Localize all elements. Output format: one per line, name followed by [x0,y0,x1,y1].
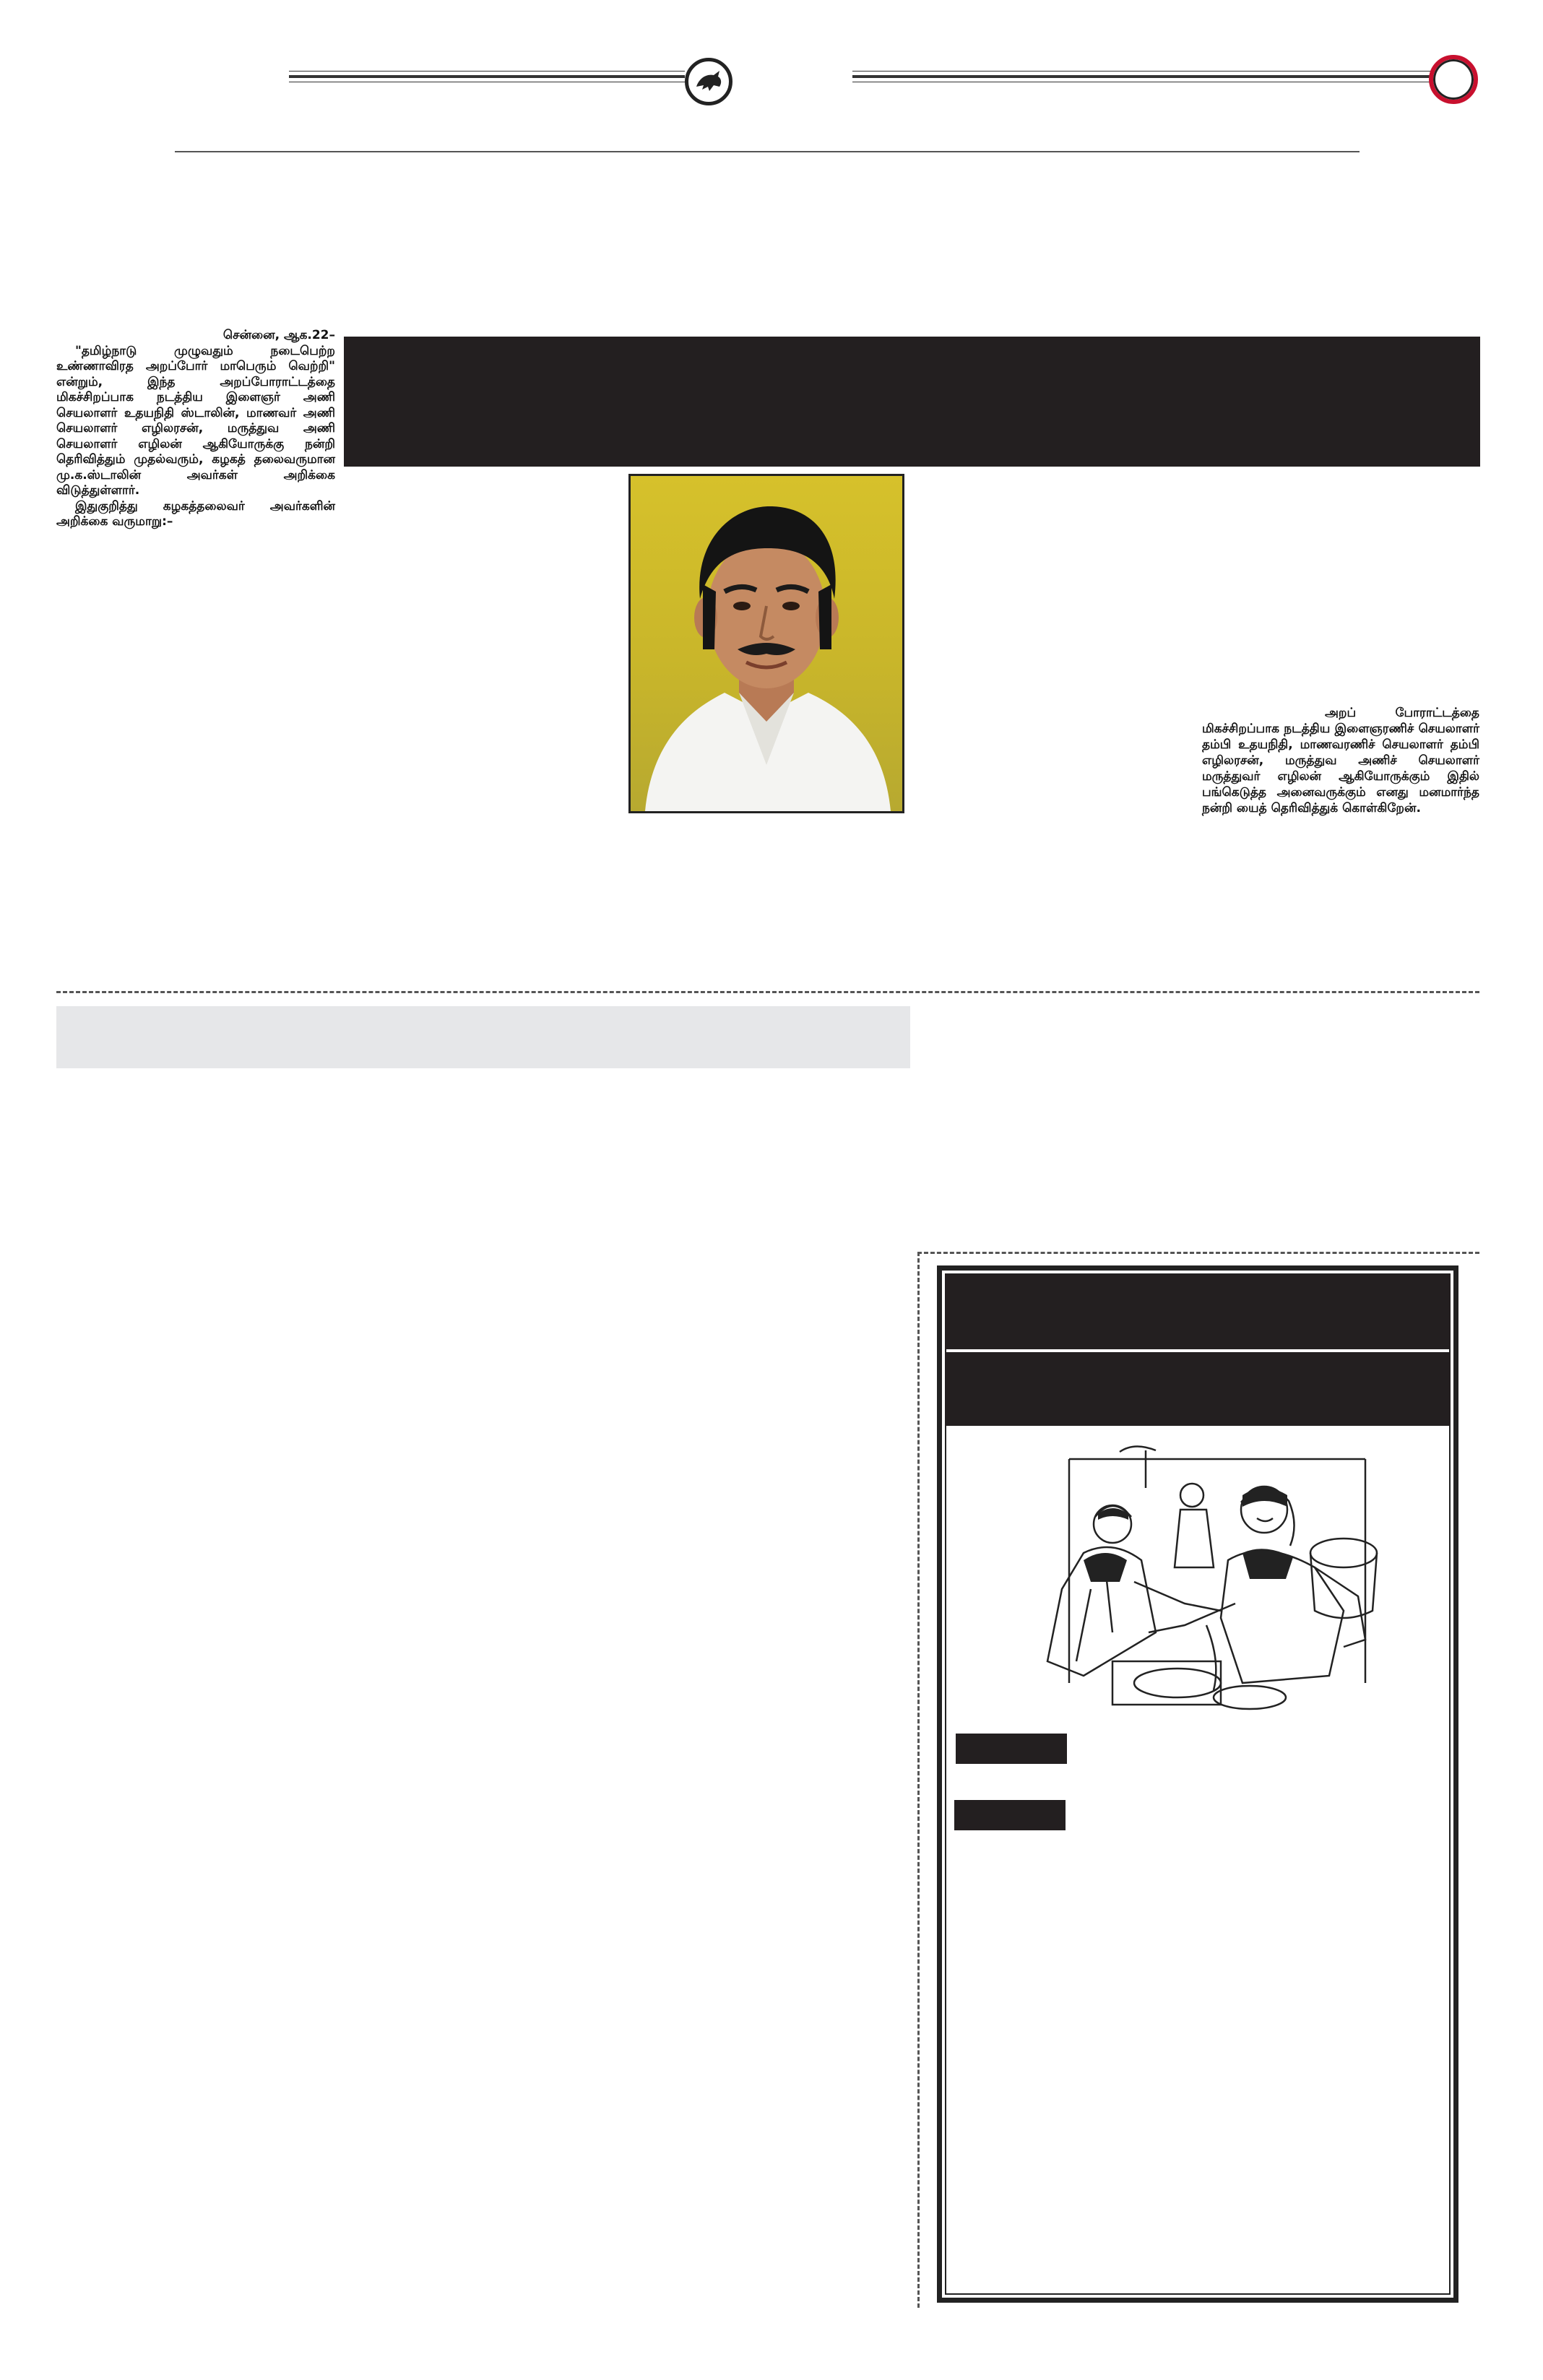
intro-column [56,328,335,530]
box-top-divider [917,1252,1479,1254]
feature-tag-2 [954,1800,1066,1830]
thanks-paragraph: அறப் போராட்டத்தை மிகச்சிறப்பாக நடத்திய இளைஞரணிச் செயலாளர் தம்பி உதயநிதி, மாணவரணிச் செயலாளர் தம்பி எழிலரசன், மருத்துவ அணிச் செயலாளர் மருத்துவர் எழிலன் ஆகியோருக்கும் இதில் பங்கெடுத்த அனைவருக்கும் எனது மனமார்ந்த நன்றி யைத் தெரிவித்துக் கொள்கிறேன். [1202,706,1479,815]
headline-bar [344,337,1480,467]
box-left-divider [917,1252,920,2308]
intro-paragraph: "தமிழ்நாடு முழுவதும் நடைபெற்ற உண்ணாவிரத அறப்போர் மாபெரும் வெற்றி" என்றும், இந்த அறப்போராட்டத்தை மிகச்சிறப்பாக நடத்திய இளைஞர் அணி செயலாளர் உதயநிதி ஸ்டாலின், மாணவர் அணி செயலாளர் எழிலரசன், மருத்துவ அணி செயலாளர் எழிலன் ஆகியோருக்கு நன்றி தெரிவித்தும் முதல்வரும், கழகத் தலைவருமான மு.க.ஸ்டாலின் அவர்கள் அறிக்கை விடுத்துள்ளார். [56,343,335,498]
masthead-rule-left [289,75,685,78]
dateline: சென்னை, ஆக.22– [222,328,335,342]
grey-banner [56,1006,910,1068]
section-divider [56,991,1479,993]
feature-tag-1 [956,1734,1067,1764]
header-divider [175,151,1360,152]
line-drawing-illustration [1004,1445,1409,1719]
kitchen-women-illustration [1004,1445,1409,1719]
page-number-badge [1429,55,1478,104]
intro-paragraph-2: இதுகுறித்து கழகத்தலைவர் அவர்களின் அறிக்கை வருமாறு:– [56,498,335,529]
feature-box-title-band [945,1274,1451,1349]
leaping-animal-emblem-icon [692,65,725,98]
portrait-photo [628,474,904,813]
portrait-illustration [631,476,902,811]
feature-box-subtitle-band [945,1352,1451,1426]
feature-box-inner-frame [945,1273,1451,2295]
emblem-icon [685,58,732,105]
masthead-rule-right [852,75,1430,78]
